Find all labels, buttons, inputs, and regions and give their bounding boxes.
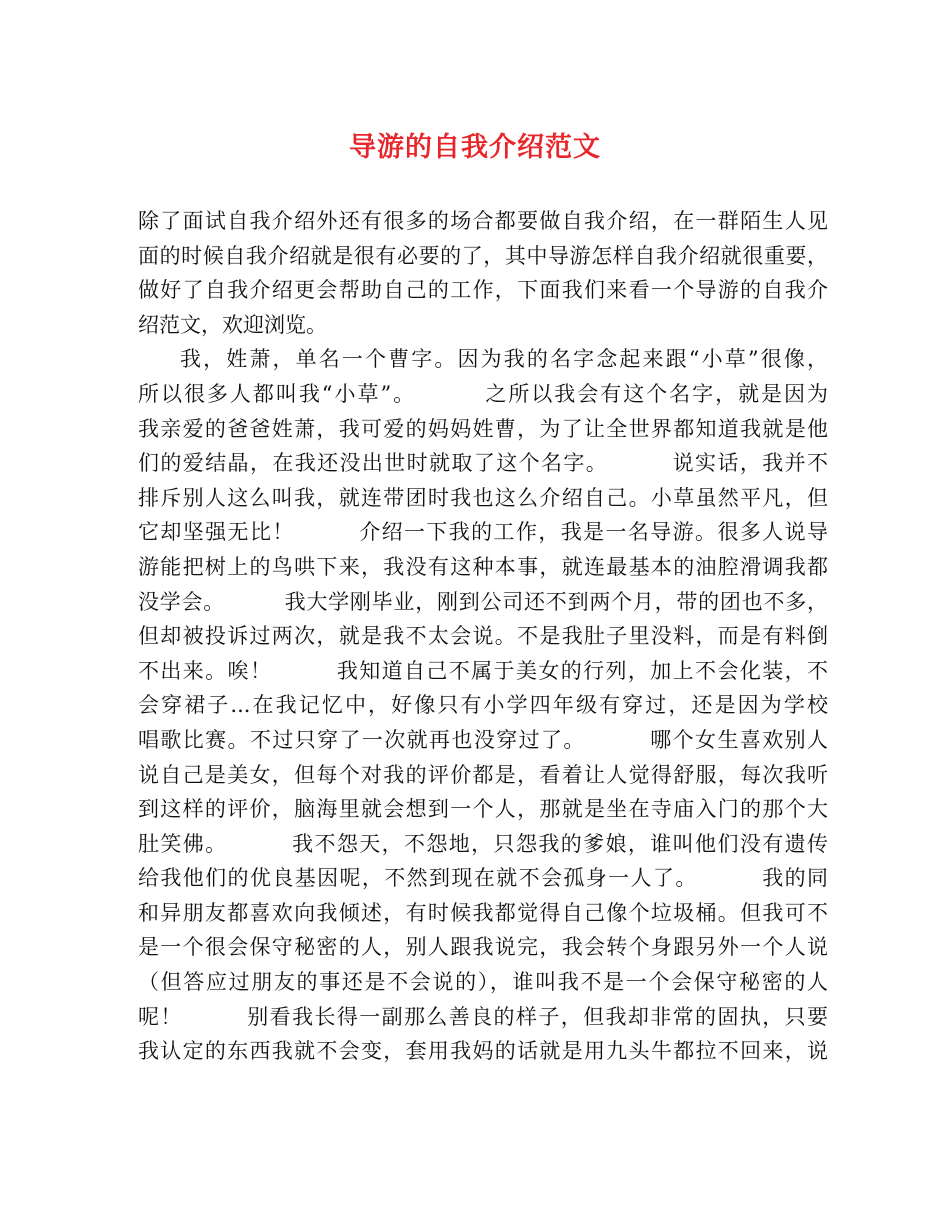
text-line: 没学会。 我大学刚毕业，刚到公司还不到两个月，带的团也不多， [138,589,828,614]
text-line: 和异朋友都喜欢向我倾述，有时候我都觉得自己像个垃圾桶。但我可不 [138,900,828,925]
text-line: 游能把树上的鸟哄下来，我没有这种本事，就连最基本的油腔滑调我都 [138,554,828,579]
text-line: 们的爱结晶，在我还没出世时就取了这个名字。 说实话，我并不 [138,451,828,476]
text-line: 唱歌比赛。不过只穿了一次就再也没穿过了。 哪个女生喜欢别人 [138,727,828,752]
text-line: 是一个很会保守秘密的人，别人跟我说完，我会转个身跟另外一个人说 [138,935,828,960]
text-line: 面的时候自我介绍就是很有必要的了，其中导游怎样自我介绍就很重要， [138,243,828,268]
text-line: 但却被投诉过两次，就是我不太会说。不是我肚子里没料，而是有料倒 [138,624,828,649]
text-line: 我亲爱的爸爸姓萧，我可爱的妈妈姓曹，为了让全世界都知道我就是他 [138,416,828,441]
text-line: 所以很多人都叫我“小草”。 之所以我会有这个名字，就是因为 [138,381,828,406]
text-line: 做好了自我介绍更会帮助自己的工作，下面我们来看一个导游的自我介 [138,278,828,303]
text-line: 我，姓萧，单名一个曹字。因为我的名字念起来跟“小草”很像， [180,347,828,372]
text-line: 肚笑佛。 我不怨天，不怨地，只怨我的爹娘，谁叫他们没有遗传 [138,831,828,856]
text-line: 不出来。唉！ 我知道自己不属于美女的行列，加上不会化装，不 [138,658,828,683]
text-line: 排斥别人这么叫我，就连带团时我也这么介绍自己。小草虽然平凡，但 [138,485,828,510]
text-line: 会穿裙子...在我记忆中，好像只有小学四年级有穿过，还是因为学校 [138,693,828,718]
text-line: 呢！ 别看我长得一副那么善良的样子，但我却非常的固执，只要 [138,1004,828,1029]
document-title: 导游的自我介绍范文 [349,132,601,163]
text-line: （但答应过朋友的事还是不会说的），谁叫我不是一个会保守秘密的人 [138,970,828,995]
text-line: 除了面试自我介绍外还有很多的场合都要做自我介绍，在一群陌生人见 [138,209,828,233]
text-line: 我认定的东西我就不会变，套用我妈的话就是用九头牛都拉不回来，说 [138,1039,828,1064]
text-line: 它却坚强无比！ 介绍一下我的工作，我是一名导游。很多人说导 [138,520,828,545]
text-line: 到这样的评价，脑海里就会想到一个人，那就是坐在寺庙入门的那个大 [138,797,828,822]
document-body [138,204,828,1069]
text-line: 说自己是美女，但每个对我的评价都是，看着让人觉得舒服，每次我听 [138,762,828,787]
text-line: 给我他们的优良基因呢，不然到现在就不会孤身一人了。 我的同 [138,866,828,891]
text-line: 绍范文，欢迎浏览。 [138,312,327,337]
